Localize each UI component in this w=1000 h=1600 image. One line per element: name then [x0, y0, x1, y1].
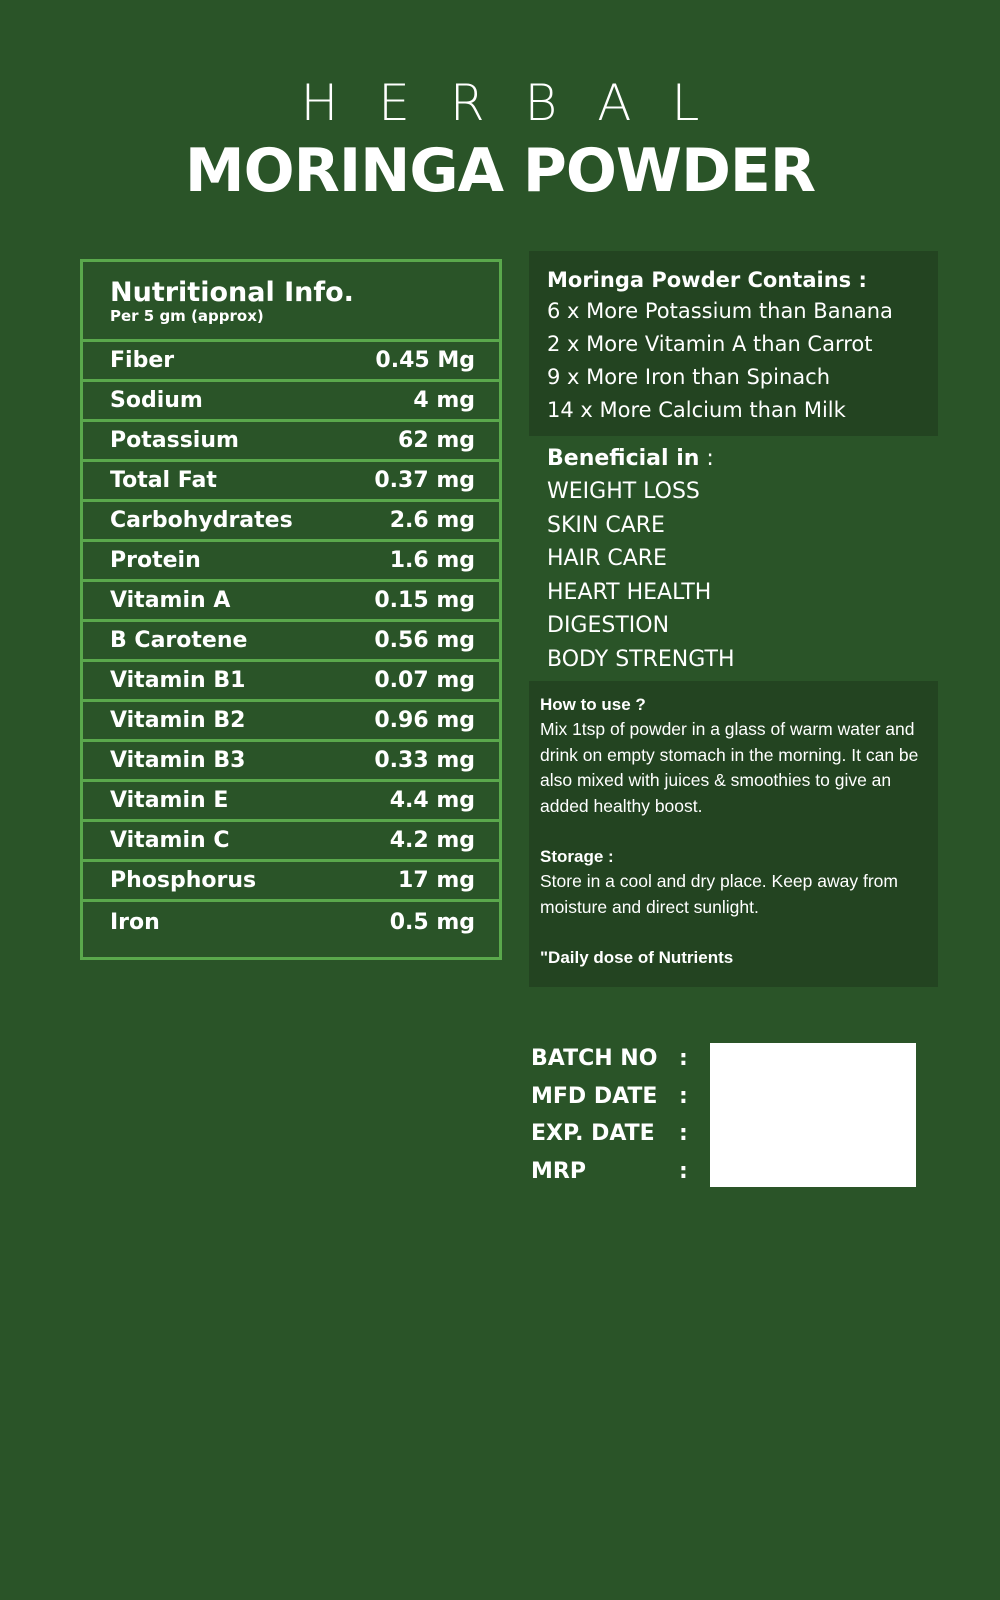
nutrition-title: Nutritional Info.: [110, 277, 354, 308]
nutrient-value: 62 mg: [398, 428, 475, 453]
nutrient-value: 0.45 Mg: [375, 348, 475, 373]
batch-info: [531, 1040, 699, 1190]
nutrient-name: B Carotene: [110, 628, 248, 653]
nutrient-value: 4.2 mg: [389, 828, 475, 853]
beneficial-section: [547, 443, 734, 676]
contains-title: Moringa Powder Contains :: [547, 268, 867, 292]
nutrient-value: 0.56 mg: [374, 628, 475, 653]
nutrient-name: Vitamin C: [110, 828, 230, 853]
nutrition-row: [83, 342, 499, 382]
brand-subtitle: HERBAL: [300, 74, 740, 132]
batch-label: MRP: [531, 1158, 586, 1184]
nutrition-row: [83, 902, 499, 942]
nutrition-row: [83, 862, 499, 902]
nutrient-value: 4.4 mg: [389, 788, 475, 813]
nutrition-row: [83, 382, 499, 422]
batch-colon: :: [679, 1046, 688, 1072]
nutrient-name: Vitamin B3: [110, 748, 246, 773]
nutrient-value: 0.5 mg: [389, 909, 475, 935]
nutrition-row: [83, 422, 499, 462]
batch-label: BATCH NO: [531, 1046, 658, 1072]
batch-row: [531, 1040, 699, 1078]
how-to-use-text: Mix 1tsp of powder in a glass of warm water and drink on empty stomach in the morning. It can be also mixed with juices & smoothies to give an added healthy boost.: [540, 719, 919, 816]
nutrition-row: [83, 742, 499, 782]
nutrition-table: [80, 259, 502, 960]
benefit-item: SKIN CARE: [547, 512, 665, 538]
nutrient-value: 0.33 mg: [374, 748, 475, 773]
nutrient-value: 1.6 mg: [389, 548, 475, 573]
nutrient-name: Phosphorus: [110, 868, 257, 893]
batch-row: [531, 1153, 699, 1191]
contains-item: 9 x More Iron than Spinach: [547, 365, 830, 389]
batch-colon: :: [679, 1083, 688, 1109]
nutrition-row: [83, 462, 499, 502]
beneficial-title: [547, 443, 734, 475]
batch-print-box: [710, 1043, 916, 1187]
nutrition-row: [83, 822, 499, 862]
nutrition-row: [83, 582, 499, 622]
nutrient-name: Vitamin E: [110, 788, 229, 813]
product-title: MORINGA POWDER: [184, 136, 816, 206]
nutrient-value: 0.96 mg: [374, 708, 475, 733]
nutrient-name: Carbohydrates: [110, 508, 293, 533]
nutrient-name: Potassium: [110, 428, 239, 453]
storage-text: Store in a cool and dry place. Keep away from moisture and direct sunlight.: [540, 871, 898, 917]
nutrient-name: Vitamin A: [110, 588, 231, 613]
nutrient-name: Fiber: [110, 348, 175, 373]
batch-colon: :: [679, 1158, 688, 1184]
nutrient-name: Iron: [110, 909, 160, 935]
benefit-item: HEART HEALTH: [547, 579, 712, 605]
storage-title: Storage :: [540, 847, 614, 866]
nutrition-row: [83, 782, 499, 822]
batch-colon: :: [679, 1121, 688, 1147]
batch-row: [531, 1078, 699, 1116]
batch-label: EXP. DATE: [531, 1121, 655, 1147]
benefit-item: HAIR CARE: [547, 546, 667, 571]
batch-label: MFD DATE: [531, 1083, 658, 1109]
how-to-use-title: How to use ?: [540, 695, 646, 714]
nutrition-subtitle: Per 5 gm (approx): [110, 307, 264, 325]
nutrient-value: 0.15 mg: [374, 588, 475, 613]
beneficial-title-text: Beneficial in: [547, 446, 700, 471]
batch-row: [531, 1115, 699, 1153]
header: [0, 74, 1000, 206]
nutrition-header: [83, 262, 499, 342]
tagline: "Daily dose of Nutrients: [540, 948, 734, 967]
nutrition-row: [83, 662, 499, 702]
contains-item: 14 x More Calcium than Milk: [547, 398, 846, 422]
nutrient-name: Vitamin B2: [110, 708, 246, 733]
benefit-item: WEIGHT LOSS: [547, 479, 700, 504]
nutrition-row: [83, 622, 499, 662]
nutrient-name: Total Fat: [110, 468, 217, 493]
contains-panel: [529, 251, 938, 436]
benefit-item: BODY STRENGTH: [547, 646, 735, 672]
nutrition-row: [83, 542, 499, 582]
nutrition-row: [83, 702, 499, 742]
contains-item: 6 x More Potassium than Banana: [547, 299, 893, 323]
beneficial-colon: :: [699, 446, 714, 471]
nutrient-value: 0.37 mg: [374, 468, 475, 493]
nutrient-name: Sodium: [110, 388, 203, 413]
contains-item: 2 x More Vitamin A than Carrot: [547, 332, 873, 356]
nutrition-row: [83, 502, 499, 542]
nutrient-name: Vitamin B1: [110, 668, 246, 693]
nutrient-value: 4 mg: [413, 388, 475, 413]
benefit-item: DIGESTION: [547, 613, 670, 638]
nutrient-value: 0.07 mg: [374, 668, 475, 693]
nutrient-name: Protein: [110, 548, 201, 573]
nutrient-value: 17 mg: [398, 868, 475, 893]
usage-panel: [529, 681, 938, 987]
nutrient-value: 2.6 mg: [389, 508, 475, 533]
